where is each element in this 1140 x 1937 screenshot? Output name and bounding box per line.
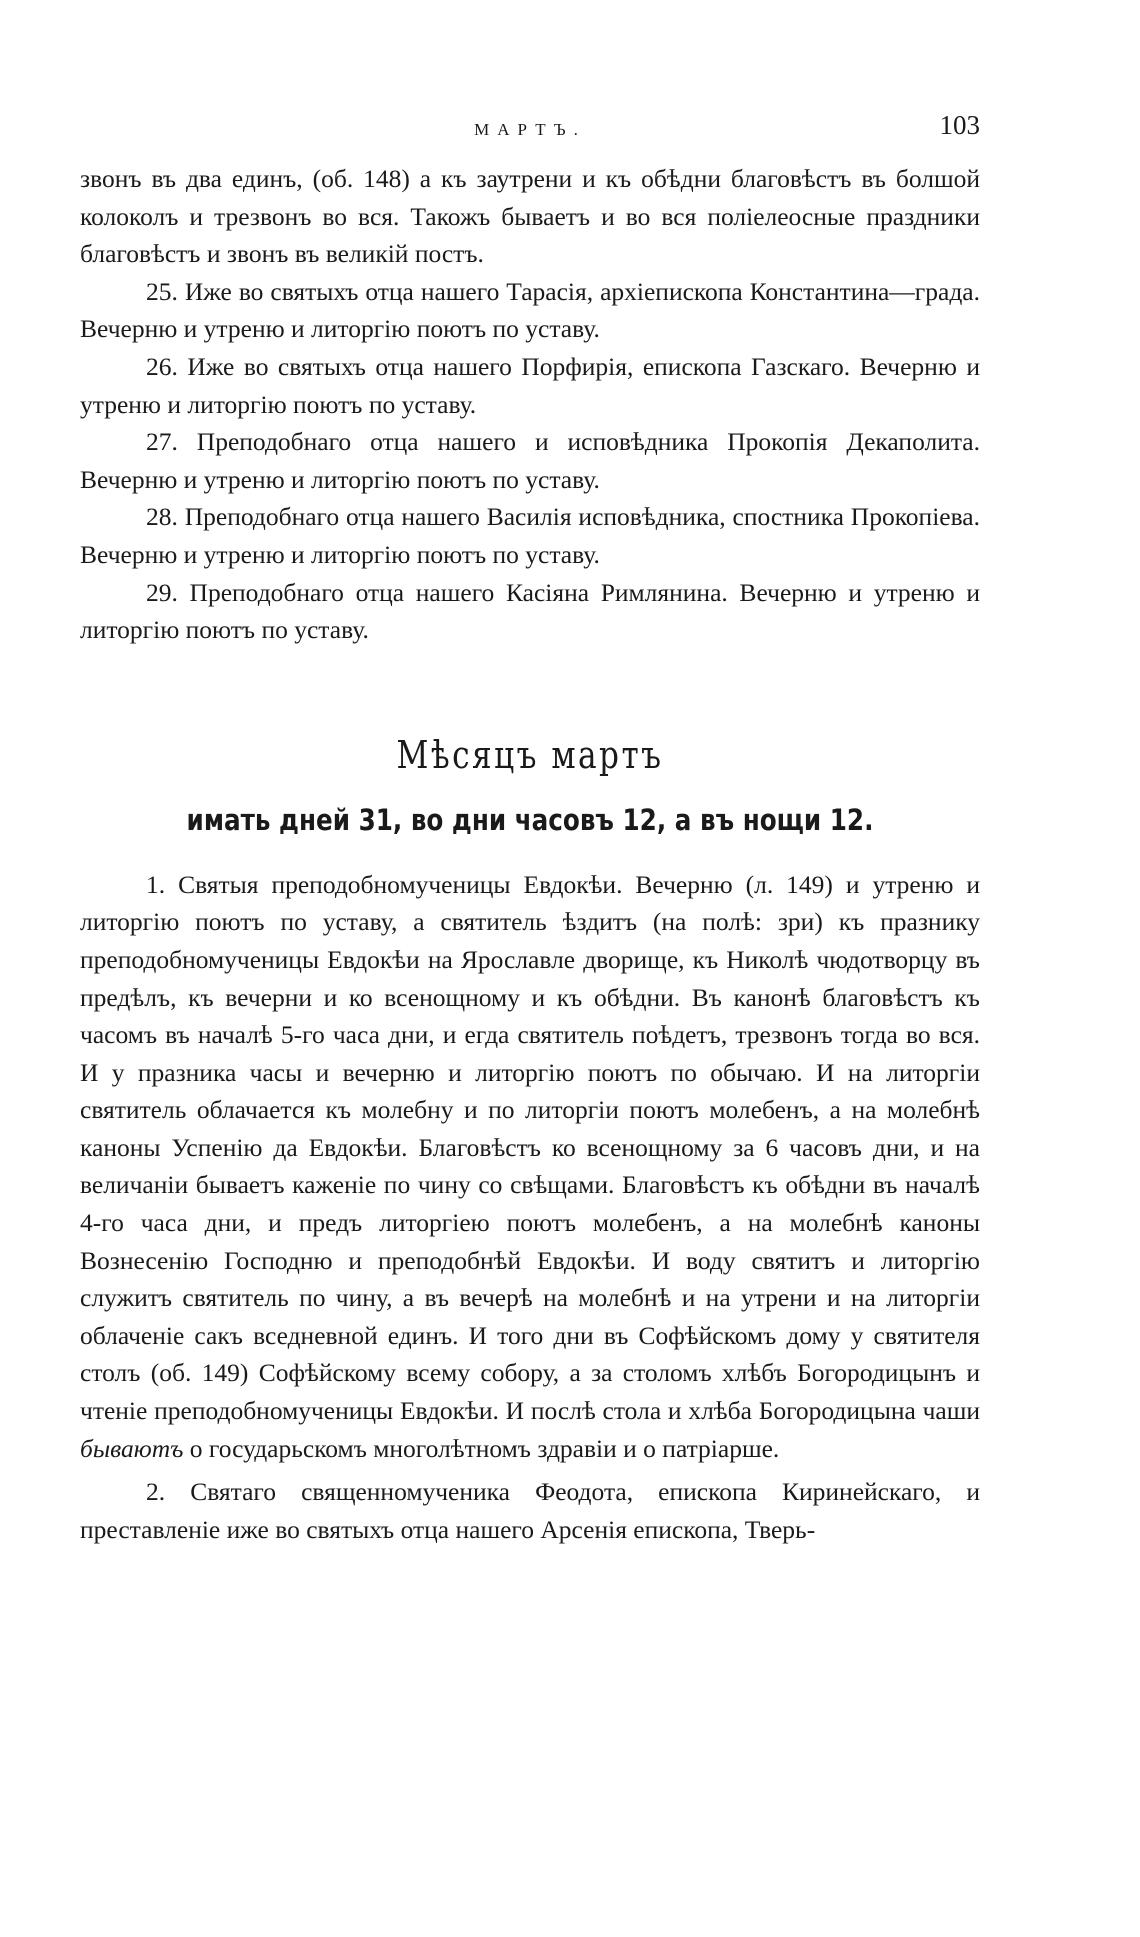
paragraph-day-1	[80, 866, 980, 1468]
page-number: 103	[939, 110, 980, 140]
paragraph-day-2: 2. Святаго священномученика Феодота, епископа Киринейскаго, и преставленiе иже во святыхъ отца нашего Арсенiя епископа, Тверь-	[80, 1477, 980, 1544]
day-1-text-a: 1. Святыя преподобномученицы Евдокѣи. Вечерню (л. 149) и утреню и литоргiю поютъ по уставу, а святитель ѣздитъ (на полѣ: зри) къ празнику преподобномученицы Евдокѣи на Ярославле дворище, къ Николѣ чюдотворцу въ предѣлъ, къ вечерни и ко всенощному и къ обѣдни. Въ канонѣ благовѣстъ къ часомъ въ началѣ 5-го часа дни, и егда святитель поѣдетъ, трезвонъ тогда во вся. И у празника часы и вечерню и литоргiю поютъ по обычаю. И на литоргiи святитель облачается къ молебну и по литоргiи поютъ молебенъ, а на молебнѣ каноны Успенiю да Евдокѣи. Благовѣстъ ко всенощному за 6 часовъ дни, и на величанiи бываетъ каженiе по чину со свѣщами. Благовѣстъ къ обѣдни въ началѣ 4-го часа дни, и предъ литоргiею поютъ молебенъ, а на молебнѣ каноны Вознесенiю Господню и преподобнѣй Евдокѣи. И воду святитъ и литоргiю служитъ святитель по чину, а въ вечерѣ на молебнѣ и на утрени и на литоргiи облаченiе сакъ вседневной единъ. И того дни въ Софѣйскомъ дому у святителя столъ (об. 149) Софѣйскому всему собору, а за столомъ хлѣбъ Богородицынъ и чтенiе преподобномученицы Евдокѣи. И послѣ стола и хлѣба Богородицына чаши	[80, 869, 980, 1426]
day-1-italic: бываютъ	[80, 1433, 184, 1463]
paragraph-continued: звонъ въ два единъ, (об. 148) а къ заутрени и къ обѣдни благовѣстъ въ болшой колоколъ и трезвонъ во вся. Такожъ бываетъ и во вся полiелеосные праздники благовѣстъ и звонъ въ великiй постъ.	[80, 164, 980, 269]
month-subheading: имать дней 31, во дни часовъ 12, а въ нощи 12.	[186, 802, 874, 837]
running-title: МАРТЪ.	[474, 120, 586, 139]
paragraph-day-29: 29. Преподобнаго отца нашего Касiяна Римлянина. Вечерню и утреню и литоргiю поютъ по уставу.	[80, 577, 980, 645]
paragraph-day-27: 27. Преподобнаго отца нашего и исповѣдника Прокопiя Декаполита. Вечерню и утреню и литоргiю поютъ по уставу.	[80, 427, 980, 494]
running-header	[80, 110, 980, 160]
book-page	[80, 110, 980, 1548]
month-heading: Мѣсяцъ мартъ	[396, 732, 664, 777]
day-1-text-b: о государьскомъ многолѣтномъ здравiи и о патрiаршe.	[189, 1433, 780, 1463]
paragraph-day-28: 28. Преподобнаго отца нашего Василiя исповѣдника, спостника Прокопiева. Вечерню и утреню и литоргiю поютъ по уставу.	[80, 502, 980, 569]
paragraph-day-25: 25. Иже во святыхъ отца нашего Тарасiя, архiепископа Константина—града. Вечерню и утреню и литоргiю поютъ по уставу.	[80, 276, 980, 344]
paragraph-day-26: 26. Иже во святыхъ отца нашего Порфирiя, епископа Газскаго. Вечерню и утреню и литоргiю поютъ по уставу.	[80, 351, 980, 419]
